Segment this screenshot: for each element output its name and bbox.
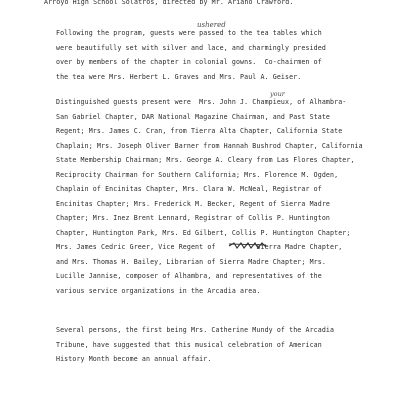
text-line: Lucille Jannise, composer of Alhambra, and representatives of the (56, 272, 322, 280)
text-line: the tea were Mrs. Herbert L. Graves and Mrs. Paul A. Geiser. (56, 72, 302, 81)
text-line: Regent; Mrs. James C. Cran, from Tierra Alta Chapter, California State (56, 127, 343, 135)
text-line: Mrs. James Cedric Greer, Vice Regent of Sierra Madre Chapter, (56, 243, 343, 251)
text-line: Tribune, have suggested that this musical celebration of American (56, 340, 322, 349)
text-line: various service organizations in the Arcadia area. (56, 286, 261, 295)
text-line: Chaplain; Mrs. Joseph Oliver Barner from Hannah Bushrod Chapter, California (56, 141, 363, 150)
handwritten-correction: ushered (197, 21, 226, 29)
text-line: Several persons, the first being Mrs. Catherine Mundy of the Arcadia (56, 326, 335, 334)
scribbled-out-text (228, 242, 267, 249)
text-line: State Membership Chairman; Mrs. George A. Cleary from Las Flores Chapter, (56, 156, 355, 164)
text-line: Distinguished guests present were Mrs. John J. Champieux, of Alhambra- (56, 98, 347, 106)
header-line: Arroyo High School Solatros, directed by Mr. Ariano Crawford. (44, 0, 294, 6)
text-line: Chapter, Huntington Park, Mrs. Ed Gilbert, Collis P. Huntington Chapter; (56, 228, 351, 237)
text-line: Following the program, guests were passed to the tea tables which (56, 29, 322, 37)
handwritten-correction: your (270, 90, 285, 98)
text-line: over by members of the chapter in colonial gowns. Co-chairmen of (56, 58, 322, 66)
text-line: History Month become an annual affair. (56, 355, 212, 363)
text-line: Reciprocity Chairman for Southern California; Mrs. Florence M. Ogden, (56, 170, 339, 179)
text-line: Chapter; Mrs. Inez Brent Lennard, Registrar of Collis P. Huntington (56, 214, 331, 222)
text-line: Encinitas Chapter; Mrs. Frederick M. Becker, Regent of Sierra Madre (56, 199, 331, 208)
text-line: Chaplain of Encinitas Chapter, Mrs. Clara W. McNeal, Registrar of (56, 185, 322, 193)
text-line: were beautifully set with silver and lace, and charmingly presided (56, 43, 326, 52)
text-line: and Mrs. Thomas H. Bailey, Librarian of Sierra Madre Chapter; Mrs. (56, 257, 326, 266)
text-line: San Gabriel Chapter, DAR National Magazine Chairman, and Past State (56, 112, 331, 121)
